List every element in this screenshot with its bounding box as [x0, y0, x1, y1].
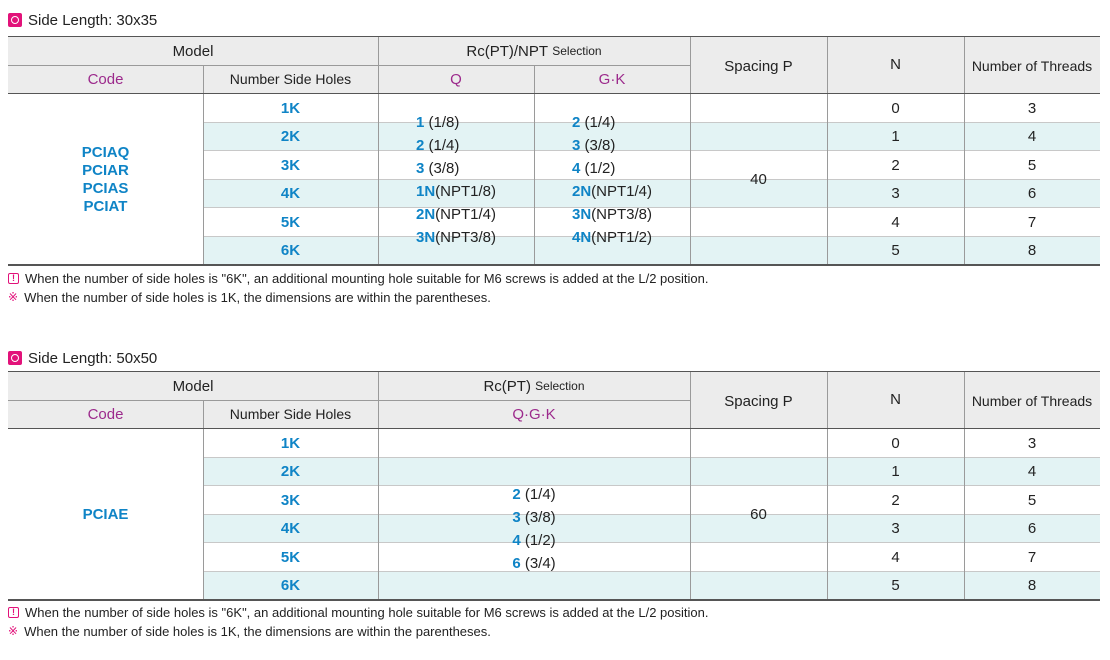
selection-option	[572, 157, 615, 180]
n-cell: 4	[891, 548, 900, 566]
option-size: (3/8)	[424, 159, 460, 177]
header-side-holes: Number Side Holes	[229, 406, 352, 422]
header-qgk: Q·G·K	[512, 405, 556, 423]
section-title-50x50	[8, 348, 157, 368]
selection-option	[512, 506, 555, 529]
note-mounting-hole	[8, 603, 708, 621]
option-size: (NPT3/8)	[591, 205, 653, 223]
section-title-text: Side Length: 50x50	[28, 349, 158, 367]
side-holes-cell: 5K	[280, 213, 301, 231]
note-text: When the number of side holes is "6K", an additional mounting hole suitable for M6 screws is added at the L/2 position.	[25, 604, 709, 620]
section-title-30x35	[8, 10, 157, 30]
selection-option	[512, 483, 555, 506]
note-text: When the number of side holes is "6K", an additional mounting hole suitable for M6 screws is added at the L/2 position.	[25, 270, 709, 286]
side-holes-cell: 3K	[280, 491, 301, 509]
threads-cell: 3	[1027, 99, 1037, 117]
spec-table-50x50	[8, 371, 1100, 601]
option-code: 4N	[571, 228, 592, 246]
table-header	[8, 371, 1100, 429]
option-size: (1/4)	[424, 136, 460, 154]
option-size: (1/8)	[424, 113, 460, 131]
model-code: PCIAT	[83, 197, 128, 215]
table-body	[8, 94, 1100, 265]
header-side-holes: Number Side Holes	[229, 71, 352, 87]
header-code: Code	[87, 70, 124, 88]
header-selection	[378, 372, 690, 400]
option-code: 2	[571, 113, 581, 131]
option-code: 6	[512, 554, 521, 572]
n-cell: 1	[891, 463, 900, 481]
gk-options	[534, 94, 690, 265]
side-holes-cell: 2K	[280, 128, 301, 146]
header-selection	[378, 37, 690, 65]
model-code-list	[8, 429, 203, 600]
selection-option	[416, 111, 459, 134]
n-cell: 5	[891, 577, 900, 595]
option-code: 3	[571, 136, 581, 154]
selection-option	[572, 134, 615, 157]
side-holes-cell: 4K	[280, 185, 301, 203]
side-holes-cell: 2K	[280, 463, 301, 481]
spacing-value: 40	[750, 171, 767, 188]
threads-cell: 6	[1027, 520, 1037, 538]
note-text: When the number of side holes is 1K, the dimensions are within the parentheses.	[24, 623, 491, 639]
header-model: Model	[172, 42, 214, 60]
selection-option	[572, 180, 652, 203]
n-cell: 3	[891, 520, 900, 538]
header-n: N	[890, 391, 901, 408]
side-holes-cell: 4K	[280, 520, 301, 538]
header-gk: G·K	[598, 70, 626, 88]
option-size: (NPT3/8)	[435, 228, 497, 246]
option-size: (3/4)	[520, 554, 556, 572]
option-code: 2N	[571, 182, 592, 200]
threads-cell: 6	[1027, 185, 1037, 203]
threads-cell: 5	[1027, 156, 1037, 174]
model-code: PCIAR	[82, 161, 129, 179]
selection-option	[416, 157, 459, 180]
selection-option	[512, 529, 555, 552]
n-cell: 0	[891, 99, 900, 117]
n-cell: 1	[891, 128, 900, 146]
threads-cell: 4	[1027, 128, 1037, 146]
option-size: (1/4)	[580, 113, 616, 131]
header-code: Code	[87, 405, 124, 423]
threads-cell: 8	[1027, 242, 1037, 260]
header-threads: Number of Threads	[971, 393, 1093, 409]
option-size: (NPT1/8)	[435, 182, 497, 200]
header-model: Model	[172, 377, 214, 395]
circle-square-icon	[8, 13, 22, 27]
model-code-list	[8, 94, 203, 265]
selection-option	[416, 226, 496, 249]
section-title-text: Side Length: 30x35	[28, 11, 158, 29]
n-cell: 3	[891, 185, 900, 203]
option-code: 4	[512, 531, 521, 549]
exclamation-icon: !	[8, 273, 19, 284]
threads-cell: 7	[1027, 213, 1037, 231]
n-cell: 0	[891, 434, 900, 452]
note-dimensions	[8, 288, 491, 306]
qgk-options	[378, 443, 690, 614]
note-mounting-hole	[8, 269, 708, 287]
selection-option	[572, 226, 652, 249]
note-dimensions	[8, 622, 491, 640]
n-cell: 2	[891, 491, 900, 509]
option-code: 2N	[415, 205, 436, 223]
side-holes-cell: 6K	[280, 242, 301, 260]
header-selection-label: Rc(PT)/NPT	[466, 42, 549, 60]
selection-option	[416, 180, 496, 203]
threads-cell: 7	[1027, 548, 1037, 566]
reference-mark-icon: ※	[8, 624, 19, 638]
option-code: 4	[571, 159, 581, 177]
model-code: PCIAS	[82, 179, 129, 197]
model-code: PCIAE	[82, 505, 129, 523]
option-size: (3/8)	[520, 508, 556, 526]
option-code: 3N	[571, 205, 592, 223]
option-size: (NPT1/2)	[591, 228, 653, 246]
header-spacing: Spacing P	[724, 392, 793, 410]
side-holes-cell: 5K	[280, 548, 301, 566]
header-selection-suffix: Selection	[552, 44, 602, 58]
header-selection-label: Rc(PT)	[483, 377, 531, 395]
n-cell: 2	[891, 156, 900, 174]
side-holes-cell: 6K	[280, 577, 301, 595]
header-threads: Number of Threads	[971, 58, 1093, 74]
side-holes-cell: 3K	[280, 156, 301, 174]
selection-option	[416, 203, 496, 226]
selection-option	[572, 203, 652, 226]
spacing-value: 60	[750, 506, 767, 523]
threads-cell: 8	[1027, 577, 1037, 595]
option-size: (1/4)	[520, 485, 556, 503]
exclamation-icon: !	[8, 607, 19, 618]
table-header	[8, 36, 1100, 94]
option-size: (NPT1/4)	[435, 205, 497, 223]
threads-cell: 4	[1027, 463, 1037, 481]
selection-option	[572, 111, 615, 134]
option-code: 3	[512, 508, 521, 526]
option-size: (NPT1/4)	[591, 182, 653, 200]
circle-square-icon	[8, 351, 22, 365]
option-code: 3N	[415, 228, 436, 246]
spec-table-30x35	[8, 36, 1100, 266]
threads-cell: 3	[1027, 434, 1037, 452]
reference-mark-icon: ※	[8, 290, 19, 304]
side-holes-cell: 1K	[280, 99, 301, 117]
option-code: 2	[415, 136, 425, 154]
option-size: (1/2)	[580, 159, 616, 177]
option-code: 1	[415, 113, 425, 131]
selection-option	[416, 134, 459, 157]
selection-option	[512, 552, 555, 575]
q-options	[378, 94, 534, 265]
option-size: (3/8)	[580, 136, 616, 154]
header-spacing: Spacing P	[724, 57, 793, 75]
n-cell: 4	[891, 213, 900, 231]
header-n: N	[890, 56, 901, 73]
option-code: 1N	[415, 182, 436, 200]
header-selection-suffix: Selection	[535, 379, 585, 393]
model-code: PCIAQ	[81, 143, 130, 161]
option-code: 3	[415, 159, 425, 177]
note-text: When the number of side holes is 1K, the dimensions are within the parentheses.	[24, 289, 491, 305]
side-holes-cell: 1K	[280, 434, 301, 452]
table-body	[8, 429, 1100, 600]
option-code: 2	[512, 485, 521, 503]
n-cell: 5	[891, 242, 900, 260]
header-q: Q	[450, 70, 462, 88]
threads-cell: 5	[1027, 491, 1037, 509]
option-size: (1/2)	[520, 531, 556, 549]
